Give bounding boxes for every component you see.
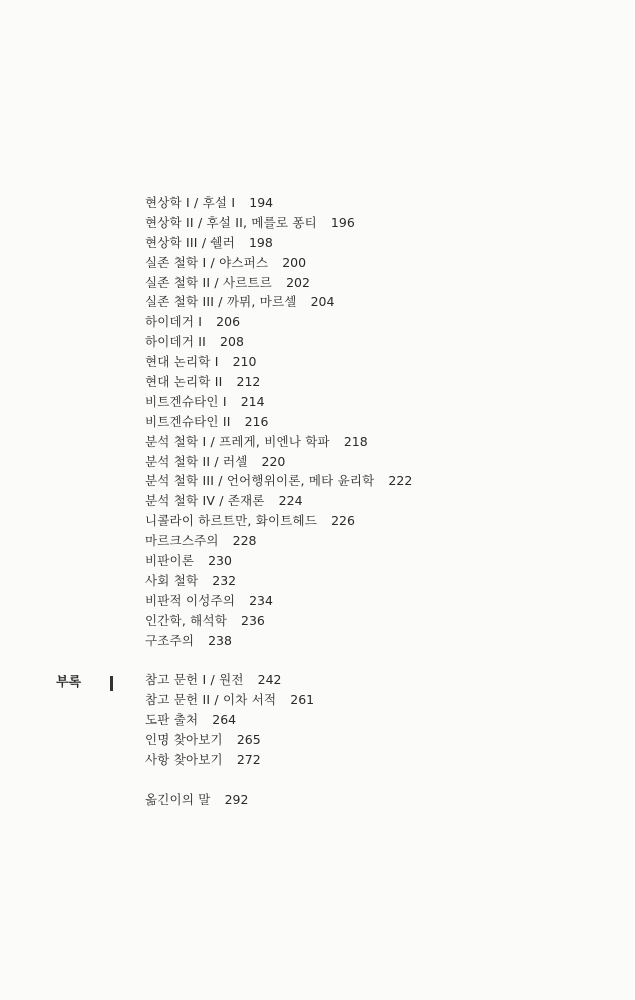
- toc-entry-page: 238: [208, 632, 232, 648]
- closing-list: [145, 790, 248, 810]
- toc-entry-title: 실존 철학 III / 까뮈, 마르셀: [145, 294, 297, 310]
- toc-entry: [145, 352, 412, 372]
- toc-entry-title: 하이데거 II: [145, 334, 207, 350]
- appendix-entry-title: 사항 찾아보기: [145, 751, 223, 767]
- toc-entry-title: 현상학 II / 후설 II, 메를로 퐁티: [145, 214, 317, 230]
- toc-entry: [145, 392, 412, 412]
- appendix-entry-title: 도판 출처: [145, 711, 199, 727]
- toc-entry-page: 208: [220, 334, 244, 350]
- appendix-list: [145, 670, 314, 769]
- appendix-entry-page: 242: [257, 672, 282, 687]
- toc-entry-page: 198: [248, 234, 273, 250]
- toc-entry-title: 현상학 III / 쉘러: [145, 234, 235, 250]
- toc-entry: [145, 332, 412, 352]
- toc-entry-page: 200: [282, 254, 307, 270]
- appendix-entry: [145, 670, 314, 690]
- toc-entry-page: 216: [244, 413, 269, 429]
- toc-entry-title: 실존 철학 II / 사르트르: [145, 274, 273, 290]
- toc-entry-page: 212: [236, 374, 261, 390]
- toc-entry-title: 비트겐슈타인 I: [145, 393, 227, 409]
- appendix-entry-title: 참고 문헌 II / 이차 서적: [145, 691, 277, 707]
- toc-entry-page: 214: [240, 393, 265, 409]
- toc-entry-title: 사회 철학: [145, 572, 199, 588]
- toc-entry: [145, 452, 412, 472]
- toc-entry: [145, 233, 412, 253]
- toc-entry: [145, 372, 412, 392]
- toc-entry-title: 니콜라이 하르트만, 화이트헤드: [145, 513, 318, 529]
- toc-entry-title: 인간학, 해석학: [145, 612, 227, 628]
- toc-entry: [145, 551, 412, 571]
- toc-entry: [145, 253, 412, 273]
- toc-entry-title: 비판이론: [145, 553, 195, 569]
- toc-entry-title: 구조주의: [145, 632, 195, 648]
- toc-entry: [145, 531, 412, 551]
- closing-entry-page: 292: [224, 792, 249, 807]
- toc-entry: [145, 571, 412, 591]
- toc-entry-title: 분석 철학 I / 프레게, 비엔나 학파: [145, 433, 330, 449]
- toc-entry: [145, 471, 412, 491]
- toc-entry-page: 202: [286, 274, 310, 290]
- toc-entry-page: 210: [232, 354, 257, 370]
- toc-entry-page: 206: [216, 314, 241, 330]
- toc-entry-title: 하이데거 I: [145, 314, 203, 330]
- toc-entry-title: 분석 철학 III / 언어행위이론, 메타 윤리학: [145, 473, 375, 489]
- toc-entry-page: 222: [388, 473, 413, 489]
- closing-entry-title: 옮긴이의 말: [145, 792, 211, 807]
- appendix-entry: [145, 690, 314, 710]
- toc-entry-title: 현대 논리학 II: [145, 374, 223, 390]
- appendix-entry-page: 265: [236, 731, 261, 747]
- toc-entry-title: 분석 철학 IV / 존재론: [145, 493, 265, 509]
- toc-entry-page: 218: [343, 433, 368, 449]
- toc-entry: [145, 631, 412, 651]
- toc-entry: [145, 611, 412, 631]
- toc-entry-page: 226: [331, 513, 355, 529]
- toc-entry: [145, 312, 412, 332]
- toc-entry: [145, 193, 412, 213]
- toc-entry: [145, 213, 412, 233]
- appendix-entry: [145, 750, 314, 770]
- toc-entry-page: 194: [249, 195, 274, 210]
- toc-entry-page: 196: [330, 214, 355, 230]
- toc-entry-page: 224: [278, 493, 303, 509]
- appendix-entry-page: 261: [290, 691, 315, 707]
- appendix-entry: [145, 730, 314, 750]
- toc-entry: [145, 491, 412, 511]
- toc-entry: [145, 591, 412, 611]
- appendix-entry-page: 264: [212, 711, 237, 727]
- toc-entry: [145, 273, 412, 293]
- toc-entry-page: 232: [212, 572, 237, 588]
- appendix-entry: [145, 710, 314, 730]
- closing-entry: [145, 790, 248, 810]
- toc-entry-page: 204: [310, 294, 335, 310]
- toc-entry-page: 236: [241, 612, 265, 628]
- toc-entry: [145, 292, 412, 312]
- toc-entry: [145, 511, 412, 531]
- toc-entry-page: 220: [261, 453, 286, 469]
- toc-entry: [145, 412, 412, 432]
- toc-main-list: [145, 193, 412, 650]
- appendix-entry-title: 인명 찾아보기: [145, 731, 223, 747]
- toc-entry-title: 비판적 이성주의: [145, 592, 236, 608]
- toc-entry-title: 현상학 I / 후설 I: [145, 195, 236, 210]
- toc-entry-title: 비트겐슈타인 II: [145, 413, 231, 429]
- appendix-entry-title: 참고 문헌 I / 원전: [145, 672, 244, 687]
- toc-entry-title: 실존 철학 I / 야스퍼스: [145, 254, 269, 270]
- toc-entry: [145, 432, 412, 452]
- appendix-divider-bar: [110, 676, 113, 691]
- toc-entry-title: 분석 철학 II / 러셀: [145, 453, 248, 469]
- appendix-entry-page: 272: [236, 751, 261, 767]
- toc-entry-page: 230: [208, 553, 232, 569]
- toc-entry-title: 마르크스주의: [145, 533, 219, 549]
- toc-entry-title: 현대 논리학 I: [145, 354, 219, 370]
- appendix-heading: 부록: [56, 675, 82, 690]
- toc-entry-page: 234: [249, 592, 273, 608]
- toc-entry-page: 228: [232, 533, 257, 549]
